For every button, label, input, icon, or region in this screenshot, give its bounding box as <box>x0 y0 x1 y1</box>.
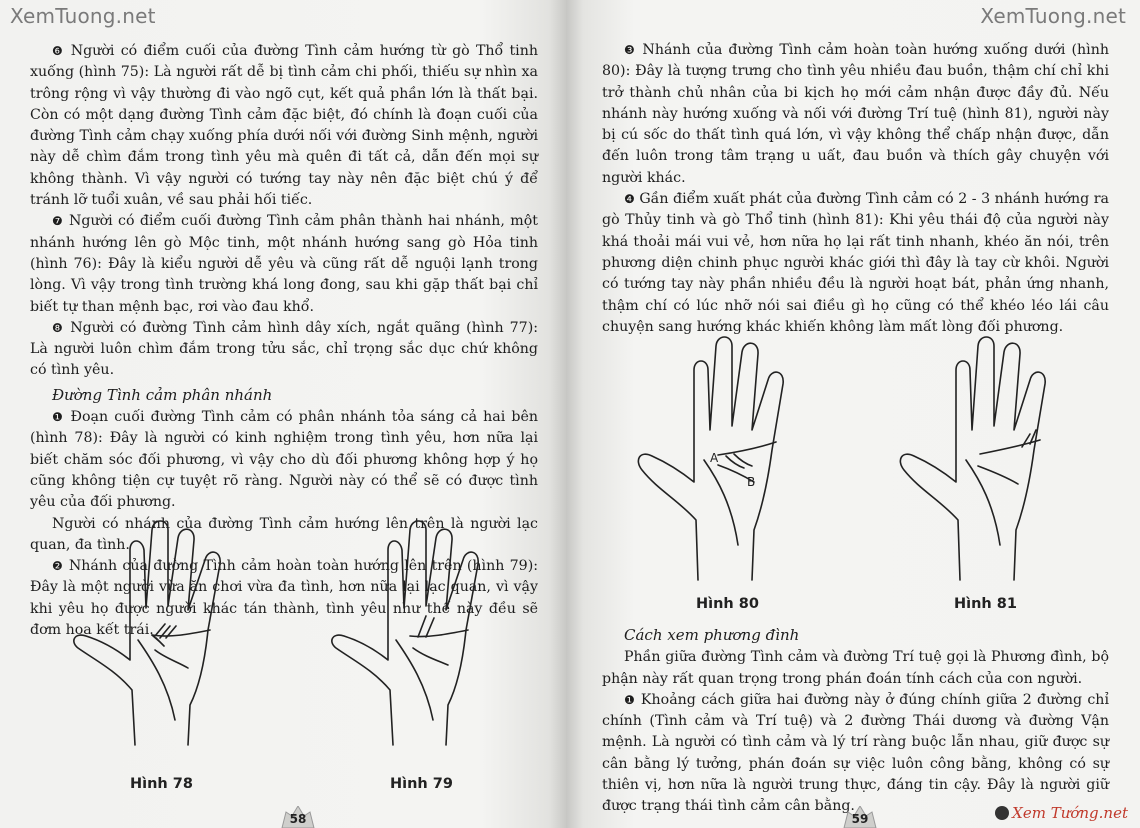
paragraph: ❷ Nhánh của đường Tình cảm hoàn toàn hướng lên trên (hình 79): Đây là một người vừa ăn chơi vừa đa tình, hơn nữa lại lạc quan, vì vậy khi yêu họ được người khác tán thành, tình yêu như thế này đều sẽ đơm hoa kết trái. <box>30 558 539 639</box>
paragraph: ❶ Khoảng cách giữa hai đường này ở đúng chính giữa 2 đường chỉ chính (Tình cảm và Trí tuệ) và 2 đường Thái dương và đường Vận mệnh. Là người có tình cảm và lý trí ràng buộc lẫn nhau, giữ được sự cân bằng lý tưởng, phán đoán sự việc luôn công bằng, không có sự thiên vị, hơn nữa là người trung thực, đáng tin cậy. Đây là người giữ được trạng thái tình cảm cân bằng. <box>602 691 1109 815</box>
list-number: ❸ <box>624 43 637 57</box>
hand-illustration-81 <box>890 330 1090 590</box>
hand-illustration-79 <box>318 520 518 760</box>
paragraph: ❶ Đoạn cuối đường Tình cảm có phân nhánh tỏa sáng cả hai bên (hình 78): Đây là người có kinh nghiệm trong tình yêu, hơn nữa lại biết chăm sóc đối phương, vì vậy cho dù đối phương không hợp ý họ cũng không tiện cự tuyệt rõ ràng. Người này có thể sẽ có được tình yêu của đối phương. <box>30 409 539 511</box>
paragraph: ❹ Gần điểm xuất phát của đường Tình cảm có 2 - 3 nhánh hướng ra gò Thủy tinh và gò Thổ tinh (hình 81): Khi yêu thái độ của người này khá thoải mái vui vẻ, hơn nữa họ lại rất tinh nhanh, khéo ăn nói, trên phương diện chinh phục người khác giới thì đây là tay cừ khôi. Người có tướng tay này phần nhiều đều là người hoạt bát, phản ứng nhanh, thậm chí có lúc nhỡ nói sai điều gì họ cũng có thể khéo léo lái câu chuyện sang hướng khác khiến không làm mất lòng đối phương. <box>602 191 1110 335</box>
figure-caption-81: Hình 81 <box>954 596 1017 612</box>
section-heading: Cách xem phương đình <box>624 626 800 644</box>
list-number: ❹ <box>624 192 635 207</box>
list-number: ❶ <box>52 410 65 425</box>
hand-illustration-80 <box>628 330 828 590</box>
section-heading: Đường Tình cảm phân nhánh <box>52 385 273 404</box>
figure-caption-79: Hình 79 <box>390 776 453 792</box>
label-a: A <box>710 451 719 465</box>
page-number-left: 58 <box>278 806 318 828</box>
right-page-text-bottom <box>602 622 1109 818</box>
paragraph: ❽ Người có đường Tình cảm hình dây xích, ngắt quãng (hình 77): Là người luôn chìm đắm trong tửu sắc, chỉ trọng sắc dục chứ không có tình yêu. <box>30 319 539 379</box>
list-number: ❻ <box>52 44 65 58</box>
figure-caption-78: Hình 78 <box>130 776 193 792</box>
paragraph: Phần giữa đường Tình cảm và đường Trí tuệ gọi là Phương đình, bộ phận này rất quan trọng trong phán đoán tính cách của con người. <box>602 649 1109 687</box>
list-number: ❷ <box>52 559 64 574</box>
list-number: ❽ <box>52 320 65 335</box>
label-b: B <box>747 475 756 489</box>
paragraph: ❻ Người có điểm cuối của đường Tình cảm hướng từ gò Thổ tinh xuống (hình 75): Là người rất dễ bị tình cảm chi phối, thiếu sự nhìn xa trông rộng vì vậy thường đi vào ngõ cụt, kết quả phần lớn là thất bại. Còn có một dạng đường Tình cảm đặc biệt, đó chính là đoạn cuối của đường Tình cảm chạy xuống phía dưới nối với đường Sinh mệnh, người này dễ chìm đắm trong tình yêu mà quên đi tất cả, dẫn đến mọi sự không thành. Vì vậy người có tướng tay này nên đặc biệt chú ý để tránh lỡ tuổi xuân, về sau phải hối tiếc. <box>30 43 538 209</box>
list-number: ❶ <box>624 692 636 707</box>
watermark-right: XemTuong.net <box>980 4 1126 28</box>
left-page <box>0 0 566 828</box>
paragraph: ❼ Người có điểm cuối đường Tình cảm phân thành hai nhánh, một nhánh hướng lên gò Mộc tinh, một nhánh hướng sang gò Hỏa tinh (hình 76): Đây là kiểu người dễ yêu và cũng rất dễ nguội lạnh trong lòng. Vì vậy trong tình trường khá long đong, sau khi gặp thất bại chỉ biết tự than mệnh bạc, rơi vào đau khổ. <box>30 213 538 315</box>
paragraph: Người có nhánh của đường Tình cảm hướng lên trên là người lạc quan, đa tình. <box>30 515 538 553</box>
right-page-text-top <box>602 40 1109 338</box>
site-logo: Xem Tướng.net <box>995 804 1128 822</box>
watermark-left: XemTuong.net <box>10 4 156 28</box>
hand-illustration-78 <box>60 520 260 760</box>
list-number: ❼ <box>52 214 64 229</box>
yin-yang-icon <box>995 806 1009 820</box>
figure-caption-80: Hình 80 <box>696 596 759 612</box>
page-number-right: 59 <box>840 806 880 828</box>
right-page <box>566 0 1140 828</box>
paragraph: ❸ Nhánh của đường Tình cảm hoàn toàn hướng xuống dưới (hình 80): Đây là tượng trưng cho tình yêu nhiều đau buồn, thậm chí chỉ khi trở thành chủ nhân của bi kịch họ mới cảm nhận được đầy đủ. Nếu nhánh này hướng xuống và nối với đường Trí tuệ (hình 81), người này bị cú sốc do thất tình quá lớn, vì vậy không thể chấp nhận được, dẫn đến luôn trong tâm trạng u uất, đau buồn và thích gây chuyện với người khác. <box>602 42 1109 186</box>
